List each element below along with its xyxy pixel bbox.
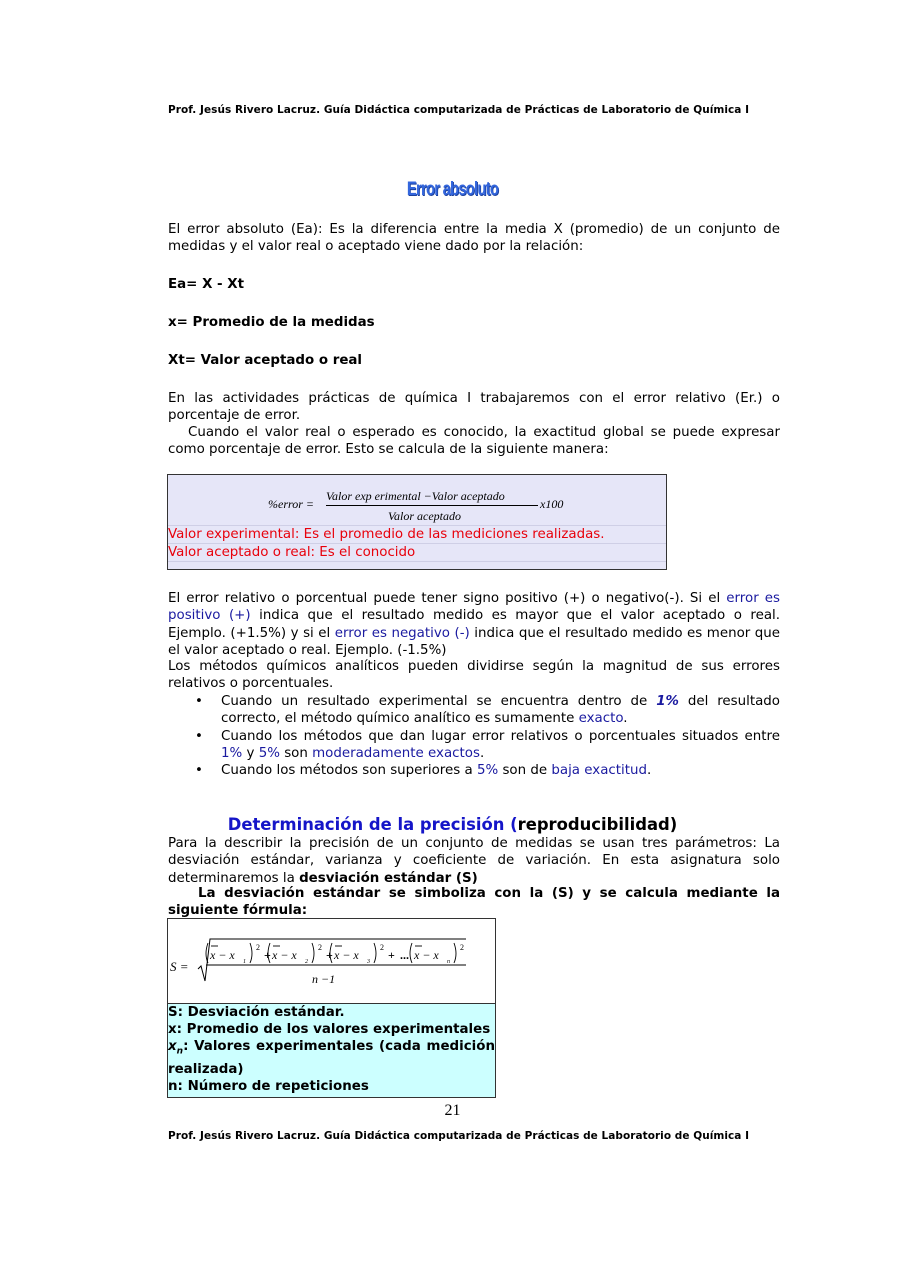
text-run: son de (498, 763, 552, 779)
equation-xt-definition: Xt= Valor aceptado o real (168, 353, 363, 368)
formula-exponent: 2 (318, 943, 322, 952)
list-item (168, 762, 780, 779)
legend-subscript: n (176, 1046, 184, 1057)
text-run: son (279, 745, 313, 761)
legend-value: : Valores experimentales (cada medición realizada) (168, 1039, 495, 1077)
fraction-bar (326, 505, 538, 506)
percent-value: 5% (258, 745, 280, 761)
legend-value: : Desviación estándar. (177, 1005, 345, 1020)
formula-numerator: Valor exp erimental −Valor aceptado (326, 489, 505, 503)
precision-section-title (0, 815, 905, 834)
formula-terms (206, 943, 464, 965)
text-run: El error relativo o porcentual puede tener signo positivo (+) o negativo(-). Si el (168, 591, 727, 606)
percent-value: 1% (656, 694, 679, 709)
formula-lhs: S = (170, 959, 189, 974)
accepted-value-definition: Valor aceptado o real: Es el conocido (168, 545, 416, 560)
bullet-icon: • (195, 694, 203, 709)
legend-key: S (168, 1005, 178, 1020)
text-run: y (242, 745, 259, 761)
percent-value: 1% (221, 745, 243, 761)
percent-error-formula (168, 485, 668, 525)
left-paren (410, 943, 412, 963)
text-run: indica que el resultado medido es menor que el valor aceptado o real. Ejemplo. (-1.5%) (168, 625, 781, 658)
list-item (168, 693, 780, 728)
legend-n (168, 1078, 495, 1095)
formula-exponent: 2 (256, 943, 260, 952)
legend-key: x (168, 1022, 177, 1037)
intro-paragraph: El error absoluto (Ea): Es la diferencia entre la media X (promedio) de un conjunto de medidas y el valor real o aceptado viene dado por la relación: (168, 222, 780, 255)
list-item (168, 728, 780, 763)
plus-sign: + (326, 948, 333, 962)
legend-s (168, 1004, 495, 1021)
formula-term: x − x (334, 948, 359, 962)
text-run: Cuando un resultado experimental se encuentra dentro de (221, 694, 657, 709)
right-paren (454, 943, 456, 963)
bullet-icon: • (195, 728, 203, 744)
formula-denominator: Valor aceptado (388, 509, 461, 523)
title-part-blue: Determinación de la precisión ( (227, 815, 518, 834)
precision-paragraph (168, 835, 780, 887)
accuracy-term: moderadamente exactos (312, 745, 480, 761)
legend-value: : Promedio de los valores experimentales (176, 1022, 491, 1037)
formula-term: x − x (414, 948, 439, 962)
formula-subscript: n (447, 959, 450, 965)
formula-exponent: 2 (460, 943, 464, 952)
formula-graphic (168, 919, 495, 1003)
text-run: . (479, 745, 485, 761)
formula-term: x − x (272, 948, 297, 962)
text-run: . (646, 763, 652, 779)
formula-subscript: 2 (305, 959, 308, 965)
title-part-black: reproducibilidad) (517, 815, 678, 834)
plus-sign: + (388, 948, 395, 962)
standard-deviation-term: desviación estándar (S) (299, 870, 478, 886)
formula-subscript: 1 (243, 959, 246, 965)
text-run: . (623, 711, 628, 727)
page-title: Error absoluto (406, 179, 499, 200)
accuracy-bullet-list (168, 693, 780, 779)
legend-xn (168, 1038, 495, 1078)
formula-term: x − x (210, 948, 235, 962)
bullet-icon: • (195, 763, 203, 779)
right-paren (374, 943, 376, 963)
legend-x (168, 1021, 495, 1038)
accuracy-term: baja exactitud (551, 763, 647, 779)
accuracy-term: exacto (578, 711, 624, 727)
equation-ea: Ea= X - Xt (168, 277, 244, 292)
formula-lhs: %error = (268, 497, 314, 511)
formula-factor: x100 (540, 497, 564, 511)
standard-deviation-formula (168, 919, 495, 1004)
standard-deviation-box (167, 918, 496, 1098)
legend-key: n (168, 1078, 178, 1094)
legend-value: : Número de repeticiones (177, 1078, 369, 1094)
text-run: indica que el resultado medido es mayor que el valor aceptado o real. Ejemplo. (+1.5%) y si el (168, 608, 780, 641)
plus-sign: + (264, 948, 271, 962)
page-number: 21 (444, 1102, 461, 1119)
standard-deviation-intro: La desviación estándar se simboliza con la (S) y se calcula mediante la siguiente fórmula: (168, 886, 780, 919)
experimental-value-definition: Valor experimental: Es el promedio de las mediciones realizadas. (168, 527, 605, 542)
legend-key: x (168, 1039, 177, 1054)
negative-error-term: error es negativo (-) (334, 625, 470, 641)
text-run: Cuando los métodos que dan lugar error relativos o porcentuales situados entre (221, 728, 780, 744)
percent-error-formula-box (167, 474, 667, 570)
box-separator (168, 561, 666, 562)
relative-error-paragraph: En las actividades prácticas de química I trabajaremos con el error relativo (Er.) o porcentaje de error. (168, 391, 780, 424)
right-paren (250, 943, 252, 963)
page-footer: Prof. Jesús Rivero Lacruz. Guía Didáctica computarizada de Prácticas de Laboratorio de Química I (168, 1130, 750, 1142)
text-run: Para la describir la precisión de un conjunto de medidas se usan tres parámetros: La desviación estándar, varianza y coeficiente de variación. En esta asignatura solo determinaremos la (168, 836, 780, 886)
formula-exponent: 2 (380, 943, 384, 952)
methods-paragraph: Los métodos químicos analíticos pueden dividirse según la magnitud de sus errores relativos o porcentuales. (168, 659, 780, 692)
text-run: Cuando los métodos son superiores a (221, 763, 477, 779)
right-paren (312, 943, 314, 963)
formula-subscript: 3 (367, 959, 370, 965)
standard-deviation-legend (168, 1004, 495, 1097)
formula-denominator: n −1 (312, 972, 336, 986)
positive-error-term: error es positivo (+) (168, 591, 781, 624)
percent-error-paragraph: Cuando el valor real o esperado es conocido, la exactitud global se puede expresar como porcentaje de error. Esto se calcula de la siguiente manera: (168, 425, 780, 458)
text-run: del resultado correcto, el método químico analítico es sumamente (221, 694, 780, 727)
error-sign-paragraph (168, 590, 780, 659)
equation-x-definition: x= Promedio de la medidas (168, 315, 375, 330)
page-header: Prof. Jesús Rivero Lacruz. Guía Didáctica computarizada de Prácticas de Laboratorio de Química I (168, 104, 750, 116)
ellipsis: ... (400, 948, 409, 962)
percent-value: 5% (476, 763, 499, 779)
